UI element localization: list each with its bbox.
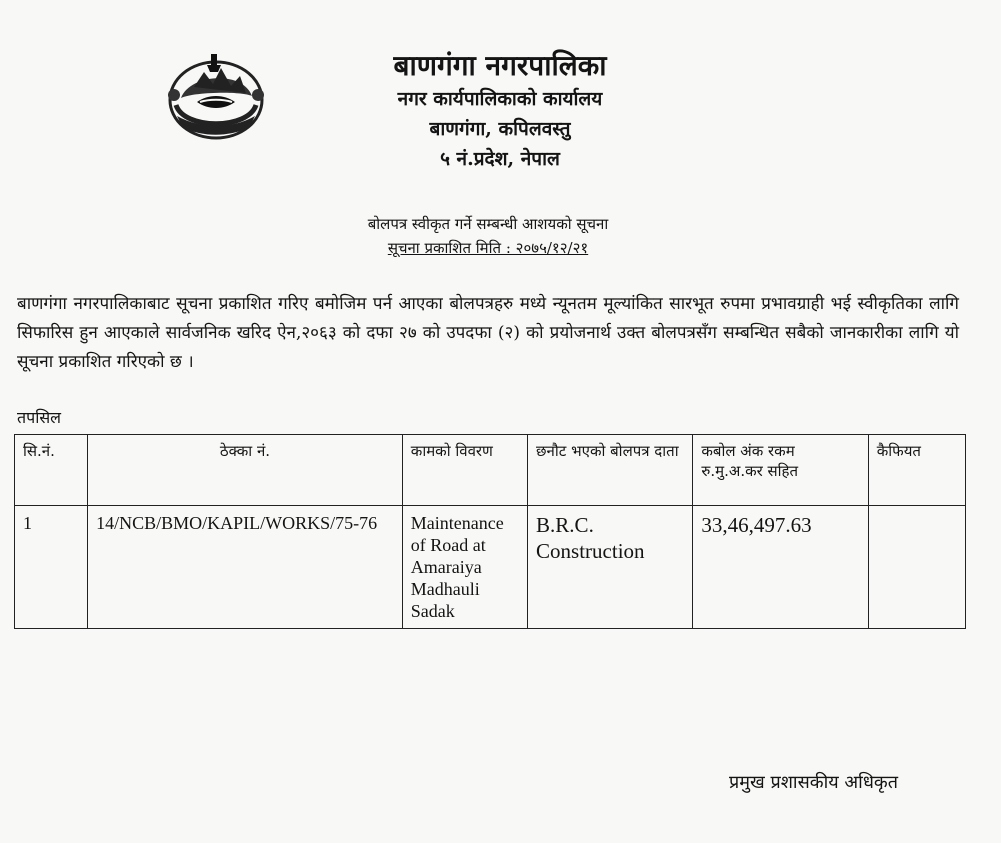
nepal-government-emblem-icon — [166, 50, 266, 142]
table-header-row — [15, 435, 966, 506]
details-label: तपसिल — [17, 408, 62, 427]
cell-bid-amount: 33,46,497.63 — [693, 506, 868, 629]
cell-work-description: Maintenance of Road at Amaraiya Madhauli Sadak — [402, 506, 527, 629]
office-name: नगर कार्यपालिकाको कार्यालय — [397, 88, 603, 110]
notice-heading — [318, 212, 658, 260]
header-selected-bidder: छनौट भएको बोलपत्र दाता — [528, 435, 693, 506]
cell-serial-number: 1 — [15, 506, 88, 629]
signatory-title: प्रमुख प्रशासकीय अधिकृत — [729, 772, 898, 793]
cell-selected-bidder: B.R.C. Construction — [528, 506, 693, 629]
cell-remarks — [868, 506, 965, 629]
header-serial-number: सि.नं. — [15, 435, 88, 506]
header-remarks: कैफियत — [868, 435, 965, 506]
header-work-description: कामको विवरण — [402, 435, 527, 506]
office-location: बाणगंगा, कपिलवस्तु — [429, 118, 571, 140]
province-name: ५ नं.प्रदेश, नेपाल — [440, 148, 560, 170]
municipality-name: बाणगंगा नगरपालिका — [393, 49, 607, 82]
notice-published-date: सूचना प्रकाशित मिति : २०७५/१२/२१ — [387, 239, 589, 257]
header-contract-number: ठेक्का नं. — [88, 435, 403, 506]
header-bid-amount: कबोल अंक रकम रु.मु.अ.कर सहित — [693, 435, 868, 506]
notice-subject: बोलपत्र स्वीकृत गर्ने सम्बन्धी आशयको सूचना — [367, 215, 609, 233]
notice-body-text: बाणगंगा नगरपालिकाबाट सूचना प्रकाशित गरिए बमोजिम पर्न आएका बोलपत्रहरु मध्ये न्यूनतम मूल्यांकित सारभूत रुपमा प्रभावग्राही भई स्वीकृतिका लागि सिफारिस हुन आएकाले सार्वजनिक खरिद ऐन,२०६३ को दफा २७ को उपदफा (२) को प्रयोजनार्थ उक्त बोलपत्रसँग सम्बन्धित सबैको जानकारीका लागि यो सूचना प्रकाशित गरिएको छ । — [17, 294, 959, 372]
table-row — [15, 506, 966, 629]
cell-contract-number: 14/NCB/BMO/KAPIL/WORKS/75-76 — [88, 506, 403, 629]
letterhead — [310, 48, 690, 174]
bid-details-table — [14, 434, 966, 629]
